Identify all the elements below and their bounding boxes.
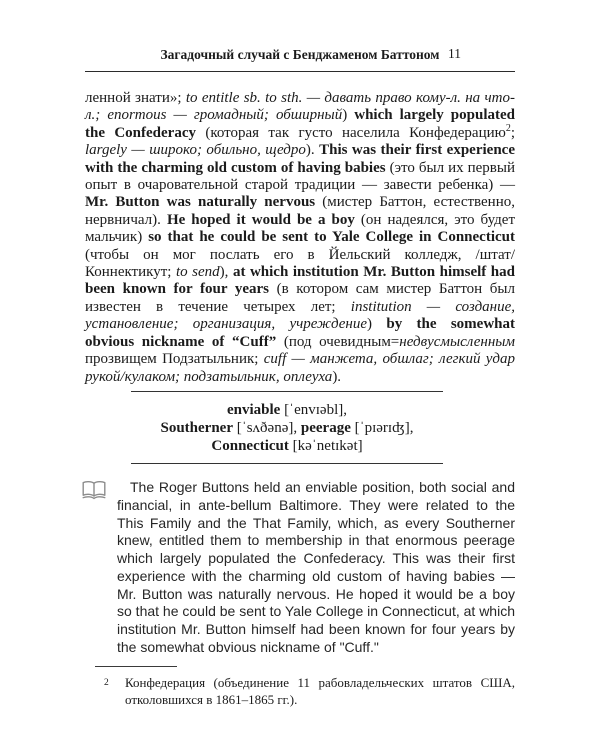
open-book-icon [81,480,107,500]
footnote-marker: 2 [104,677,109,688]
footnote-text: Конфедерация (объединение 11 рабовладельческих штатов США, отколовшихся в 1861–1865 гг.). [125,674,515,707]
transcription-line: enviable [ˈenvɪəbl], [227,401,347,418]
footnote-separator [95,666,177,667]
chapter-title: Загадочный случай с Бенджаменом Баттоном [160,47,440,62]
original-text-paragraph: The Roger Buttons held an enviable position, both social and financial, in ante-bellum Baltimore. They were related to the This Family and the That Family, which, as every Southerner knew, entitled them to membership in that enormous peerage which largely populated the Confederacy. This was their first experience with the charming old custom of having babies — Mr. Button was naturally nervous. He hoped it would be a boy so that he could be sent to Yale College in Connecticut, at which institution Mr. Button himself had been known for four years by the somewhat obvious nickname of "Cuff." [117,478,515,656]
footnote [104,674,515,708]
running-header [85,46,515,72]
page-number: 11 [448,46,461,61]
reading-section [81,479,515,657]
transcription-line: Connecticut [kəˈnetɪkət] [211,437,363,454]
annotated-paragraph: ленной знати»; to entitle sb. to sth. — давать право кому-л. на что-л.; enormous — громадный; обширный) which largely populated the Confederacy (которая так густо населила Конфедерацию$^2$; largely — широко; обильно, щедро). This was their first experience with the charming old custom of having babies (это был их первый опыт в очаровательной старой традиции — завести ребенка) — Mr. Button was naturally nervous (мистер Баттон, естественно, нервничал). He hoped it would be a boy (он надеялся, это будет мальчик) so that he could be sent to Yale College in Connecticut (чтобы он мог послать его в Йельский колледж, /штат/ Коннектикут; to send), at which institution Mr. Button himself had been known for four years (в котором сам мистер Баттон был известен в течение четырех лет; institution — создание, установление; организация, учреждение) by the somewhat obvious nickname of “Cuff” (под очевидным=недвусмысленным прозвищем Подзатыльник; cuff — манжета, обшлаг; легкий удар рукой/кулаком; подзатыльник, оплеуха). [85,90,516,385]
transcription-block [131,391,443,464]
transcription-line: Southerner [ˈsʌðənə], peerage [ˈpɪərɪʤ], [160,419,414,436]
